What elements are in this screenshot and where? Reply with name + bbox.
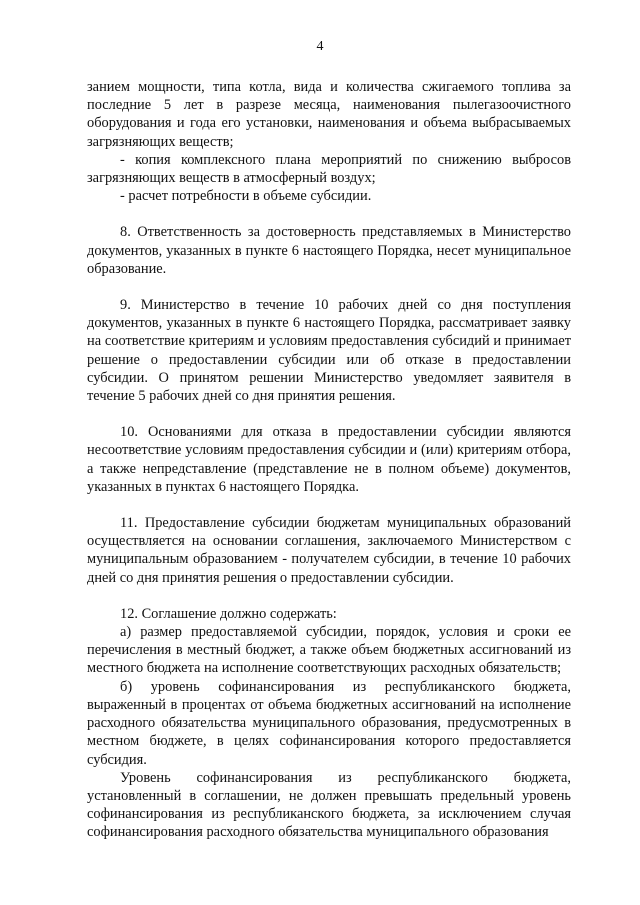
paragraph-continuation: занием мощности, типа котла, вида и количества сжигаемого топлива за последние 5 лет в разрезе месяца, наименования пылегазоочистного оборудования и года его установки, наименования и объема выбрасываемых загрязняющих веществ;	[87, 79, 571, 150]
document-body	[87, 78, 571, 842]
paragraph-cofinancing-level: Уровень софинансирования из республиканского бюджета, установленный в соглашении, не должен превышать предельный уровень софинансирования из республиканского бюджета, за исключением случая софинансирования расходного обязательства муниципального образования	[87, 769, 571, 841]
paragraph-clause-9: 9. Министерство в течение 10 рабочих дней со дня поступления документов, указанных в пункте 6 настоящего Порядка, рассматривает заявку на соответствие критериям и условиям предоставления субсидий и принимает решение о предоставлении субсидии или об отказе в предоставлении субсидии. О принятом решении Министерство уведомляет заявителя в течение 5 рабочих дней со дня принятия решения.	[87, 297, 571, 405]
paragraph-clause-12-b: б) уровень софинансирования из республиканского бюджета, выраженный в процентах от объема бюджетных ассигнований на исполнение расходного обязательства муниципального образования, предусмотренных в местном бюджете, в целях софинансирования которого предоставляется субсидия.	[87, 678, 571, 768]
paragraph-clause-11: 11. Предоставление субсидии бюджетам муниципальных образований осуществляется на основании соглашения, заключаемого Министерством с муниципальным образованием - получателем субсидии, в течение 10 рабочих дней со дня принятия решения о предоставлении субсидии.	[87, 515, 571, 586]
list-item-emissions-plan: - копия комплексного плана мероприятий по снижению выбросов загрязняющих веществ в атмосферный воздух;	[87, 151, 571, 187]
paragraph-clause-12: 12. Соглашение должно содержать:	[120, 605, 337, 622]
paragraph-clause-12-a: а) размер предоставляемой субсидии, порядок, условия и сроки ее перечисления в местный бюджет, а также объем бюджетных ассигнований из местного бюджета на исполнение соответствующих расходных обязательств;	[87, 624, 571, 677]
paragraph-clause-8: 8. Ответственность за достоверность представляемых в Министерство документов, указанных в пункте 6 настоящего Порядка, несет муниципальное образование.	[87, 224, 571, 277]
paragraph-clause-10: 10. Основаниями для отказа в предоставлении субсидии являются несоответствие условиям предоставления субсидии и (или) критериям отбора, а также непредставление (представление не в полном объеме) документов, указанных в пунктах 6 настоящего Порядка.	[87, 424, 571, 495]
list-item-subsidy-calculation: - расчет потребности в объеме субсидии.	[120, 188, 372, 205]
page-number: 4	[316, 39, 324, 54]
